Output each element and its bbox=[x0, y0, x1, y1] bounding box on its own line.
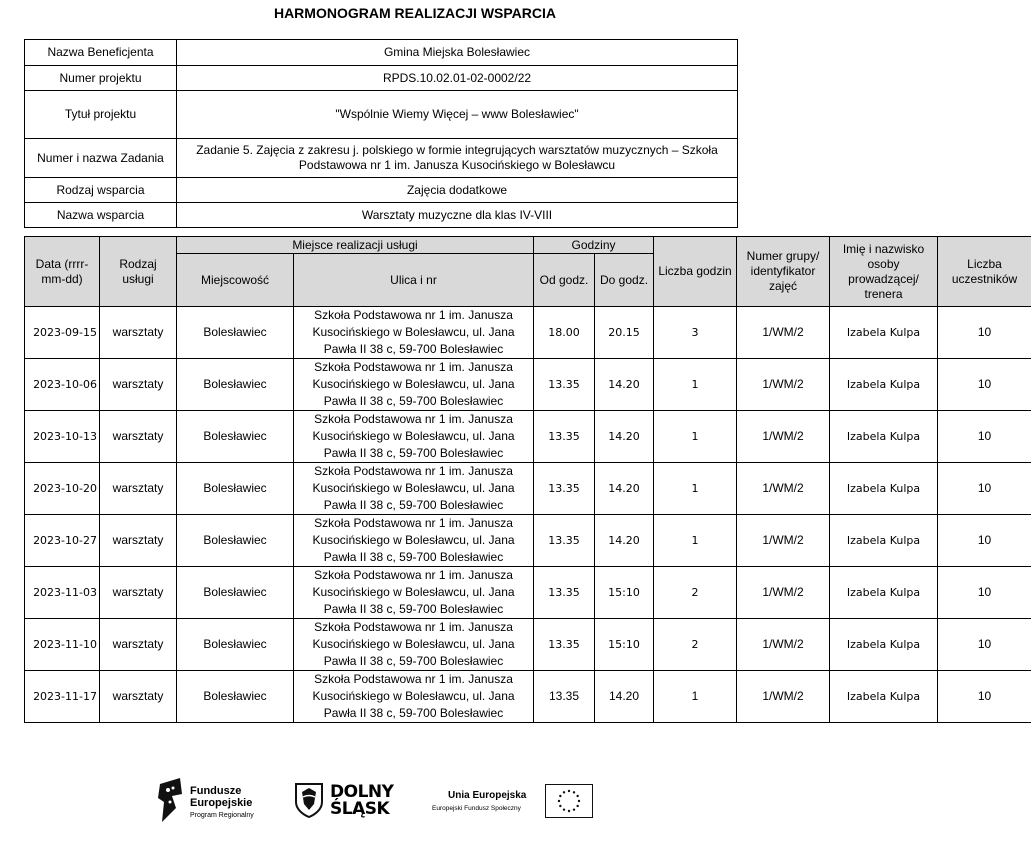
header-trainer: Imię i nazwisko osoby prowadzącej/ trenera bbox=[830, 237, 938, 307]
eu-star-icon bbox=[576, 795, 578, 797]
header-from: Od godz. bbox=[534, 254, 595, 307]
table-row bbox=[25, 671, 1031, 723]
type-cell: warsztaty bbox=[100, 411, 177, 463]
type-cell: warsztaty bbox=[100, 307, 177, 359]
participants-cell: 10 bbox=[938, 671, 1031, 723]
date-cell: 2023-10-13 bbox=[25, 411, 100, 463]
dolny-slask-logo bbox=[294, 782, 404, 822]
type-cell: warsztaty bbox=[100, 619, 177, 671]
group-cell: 1/WM/2 bbox=[737, 307, 830, 359]
date-cell: 2023-11-10 bbox=[25, 619, 100, 671]
header-city: Miejscowość bbox=[177, 254, 294, 307]
city-cell: Bolesławiec bbox=[177, 307, 294, 359]
ue-line1: Unia Europejska bbox=[448, 790, 527, 801]
table-row bbox=[25, 359, 1031, 411]
participants-cell: 10 bbox=[938, 567, 1031, 619]
eu-star-icon bbox=[573, 791, 575, 793]
eu-flag-icon bbox=[545, 784, 593, 818]
street-cell: Szkoła Podstawowa nr 1 im. Janusza Kusocińskiego w Bolesławcu, ul. Jana Pawła II 38 c, 59-700 Bolesławiec bbox=[294, 515, 534, 567]
city-cell: Bolesławiec bbox=[177, 515, 294, 567]
header-to: Do godz. bbox=[595, 254, 654, 307]
table-row bbox=[25, 463, 1031, 515]
participants-cell: 10 bbox=[938, 619, 1031, 671]
participants-cell: 10 bbox=[938, 411, 1031, 463]
header-participants: Liczba uczestników bbox=[938, 237, 1031, 307]
unia-europejska-logo bbox=[430, 784, 594, 820]
fe-line3: Program Regionalny bbox=[190, 812, 254, 819]
date-cell: 2023-10-27 bbox=[25, 515, 100, 567]
table-row bbox=[25, 567, 1031, 619]
trainer-cell: Izabela Kulpa bbox=[830, 619, 938, 671]
street-cell: Szkoła Podstawowa nr 1 im. Janusza Kusocińskiego w Bolesławcu, ul. Jana Pawła II 38 c, 59-700 Bolesławiec bbox=[294, 411, 534, 463]
participants-cell: 10 bbox=[938, 307, 1031, 359]
type-cell: warsztaty bbox=[100, 567, 177, 619]
from-cell: 18.00 bbox=[534, 307, 595, 359]
hours-cell: 1 bbox=[654, 671, 737, 723]
participants-cell: 10 bbox=[938, 359, 1031, 411]
info-label: Numer projektu bbox=[25, 66, 177, 91]
info-row bbox=[25, 40, 738, 66]
from-cell: 13.35 bbox=[534, 671, 595, 723]
eu-star-icon bbox=[563, 808, 565, 810]
participants-cell: 10 bbox=[938, 515, 1031, 567]
eu-star-icon bbox=[559, 795, 561, 797]
date-cell: 2023-10-06 bbox=[25, 359, 100, 411]
fundusze-europejskie-icon bbox=[158, 778, 184, 822]
info-value: Warsztaty muzyczne dla klas IV-VIII bbox=[177, 203, 738, 228]
to-cell: 14.20 bbox=[595, 515, 654, 567]
header-group-id: Numer grupy/ identyfikator zajęć bbox=[737, 237, 830, 307]
trainer-cell: Izabela Kulpa bbox=[830, 567, 938, 619]
to-cell: 15:10 bbox=[595, 567, 654, 619]
eu-star-icon bbox=[578, 800, 580, 802]
from-cell: 13.35 bbox=[534, 567, 595, 619]
type-cell: warsztaty bbox=[100, 515, 177, 567]
table-row bbox=[25, 619, 1031, 671]
eu-star-icon bbox=[568, 810, 570, 812]
info-row bbox=[25, 178, 738, 203]
info-value: "Wspólnie Wiemy Więcej – www Bolesławiec" bbox=[177, 91, 738, 139]
from-cell: 13.35 bbox=[534, 515, 595, 567]
eu-star-icon bbox=[573, 808, 575, 810]
page-title: HARMONOGRAM REALIZACJI WSPARCIA bbox=[273, 5, 557, 21]
info-label: Rodzaj wsparcia bbox=[25, 178, 177, 203]
trainer-cell: Izabela Kulpa bbox=[830, 463, 938, 515]
info-label: Tytuł projektu bbox=[25, 91, 177, 139]
street-cell: Szkoła Podstawowa nr 1 im. Janusza Kusocińskiego w Bolesławcu, ul. Jana Pawła II 38 c, 59-700 Bolesławiec bbox=[294, 671, 534, 723]
trainer-cell: Izabela Kulpa bbox=[830, 359, 938, 411]
ds-line1: DOLNY bbox=[330, 782, 394, 802]
to-cell: 15:10 bbox=[595, 619, 654, 671]
date-cell: 2023-09-15 bbox=[25, 307, 100, 359]
city-cell: Bolesławiec bbox=[177, 463, 294, 515]
table-row bbox=[25, 307, 1031, 359]
to-cell: 14.20 bbox=[595, 359, 654, 411]
group-cell: 1/WM/2 bbox=[737, 567, 830, 619]
info-value: Gmina Miejska Bolesławiec bbox=[177, 40, 738, 66]
from-cell: 13.35 bbox=[534, 359, 595, 411]
eu-star-icon bbox=[568, 790, 570, 792]
header-hours-count: Liczba godzin bbox=[654, 237, 737, 307]
group-cell: 1/WM/2 bbox=[737, 515, 830, 567]
header-date: Data (rrrr-mm-dd) bbox=[25, 237, 100, 307]
ue-line2: Europejski Fundusz Społeczny bbox=[432, 805, 521, 812]
header-street: Ulica i nr bbox=[294, 254, 534, 307]
eu-star-icon bbox=[576, 805, 578, 807]
hours-cell: 1 bbox=[654, 411, 737, 463]
from-cell: 13.35 bbox=[534, 619, 595, 671]
hours-cell: 1 bbox=[654, 463, 737, 515]
info-row bbox=[25, 139, 738, 178]
hours-cell: 3 bbox=[654, 307, 737, 359]
from-cell: 13.35 bbox=[534, 463, 595, 515]
hours-cell: 2 bbox=[654, 567, 737, 619]
type-cell: warsztaty bbox=[100, 359, 177, 411]
trainer-cell: Izabela Kulpa bbox=[830, 411, 938, 463]
street-cell: Szkoła Podstawowa nr 1 im. Janusza Kusocińskiego w Bolesławcu, ul. Jana Pawła II 38 c, 59-700 Bolesławiec bbox=[294, 307, 534, 359]
street-cell: Szkoła Podstawowa nr 1 im. Janusza Kusocińskiego w Bolesławcu, ul. Jana Pawła II 38 c, 59-700 Bolesławiec bbox=[294, 463, 534, 515]
eagle-shield-icon bbox=[294, 782, 324, 818]
table-row bbox=[25, 515, 1031, 567]
info-row bbox=[25, 66, 738, 91]
group-cell: 1/WM/2 bbox=[737, 463, 830, 515]
fundusze-europejskie-logo bbox=[158, 778, 268, 824]
header-type: Rodzaj usługi bbox=[100, 237, 177, 307]
info-label: Numer i nazwa Zadania bbox=[25, 139, 177, 178]
to-cell: 14.20 bbox=[595, 463, 654, 515]
street-cell: Szkoła Podstawowa nr 1 im. Janusza Kusocińskiego w Bolesławcu, ul. Jana Pawła II 38 c, 59-700 Bolesławiec bbox=[294, 359, 534, 411]
city-cell: Bolesławiec bbox=[177, 359, 294, 411]
fe-line2: Europejskie bbox=[190, 797, 253, 809]
ds-line2: ŚLĄSK bbox=[330, 799, 390, 819]
info-row bbox=[25, 203, 738, 228]
info-label: Nazwa wsparcia bbox=[25, 203, 177, 228]
info-value: Zadanie 5. Zajęcia z zakresu j. polskiego w formie integrujących warsztatów muzycznych – Szkoła Podstawowa nr 1 im. Janusza Kusocińskiego w Bolesławcu bbox=[177, 139, 738, 178]
city-cell: Bolesławiec bbox=[177, 619, 294, 671]
group-cell: 1/WM/2 bbox=[737, 359, 830, 411]
street-cell: Szkoła Podstawowa nr 1 im. Janusza Kusocińskiego w Bolesławcu, ul. Jana Pawła II 38 c, 59-700 Bolesławiec bbox=[294, 567, 534, 619]
schedule-body bbox=[25, 307, 1031, 723]
street-cell: Szkoła Podstawowa nr 1 im. Janusza Kusocińskiego w Bolesławcu, ul. Jana Pawła II 38 c, 59-700 Bolesławiec bbox=[294, 619, 534, 671]
eu-star-icon bbox=[563, 791, 565, 793]
city-cell: Bolesławiec bbox=[177, 411, 294, 463]
to-cell: 14.20 bbox=[595, 671, 654, 723]
table-row bbox=[25, 411, 1031, 463]
to-cell: 14.20 bbox=[595, 411, 654, 463]
type-cell: warsztaty bbox=[100, 671, 177, 723]
city-cell: Bolesławiec bbox=[177, 671, 294, 723]
type-cell: warsztaty bbox=[100, 463, 177, 515]
date-cell: 2023-11-17 bbox=[25, 671, 100, 723]
info-value: RPDS.10.02.01-02-0002/22 bbox=[177, 66, 738, 91]
project-info-table bbox=[24, 39, 738, 228]
hours-cell: 1 bbox=[654, 515, 737, 567]
eu-star-icon bbox=[559, 805, 561, 807]
city-cell: Bolesławiec bbox=[177, 567, 294, 619]
date-cell: 2023-10-20 bbox=[25, 463, 100, 515]
participants-cell: 10 bbox=[938, 463, 1031, 515]
header-place-group: Miejsce realizacji usługi bbox=[177, 237, 534, 254]
eu-star-icon bbox=[558, 800, 560, 802]
schedule-table bbox=[24, 236, 1031, 723]
info-row bbox=[25, 91, 738, 139]
group-cell: 1/WM/2 bbox=[737, 671, 830, 723]
hours-cell: 1 bbox=[654, 359, 737, 411]
to-cell: 20.15 bbox=[595, 307, 654, 359]
info-value: Zajęcia dodatkowe bbox=[177, 178, 738, 203]
info-label: Nazwa Beneficjenta bbox=[25, 40, 177, 66]
trainer-cell: Izabela Kulpa bbox=[830, 671, 938, 723]
footer-logos bbox=[0, 770, 1031, 830]
header-hours-group: Godziny bbox=[534, 237, 654, 254]
fe-line1: Fundusze bbox=[190, 785, 242, 797]
trainer-cell: Izabela Kulpa bbox=[830, 307, 938, 359]
group-cell: 1/WM/2 bbox=[737, 619, 830, 671]
date-cell: 2023-11-03 bbox=[25, 567, 100, 619]
group-cell: 1/WM/2 bbox=[737, 411, 830, 463]
from-cell: 13.35 bbox=[534, 411, 595, 463]
trainer-cell: Izabela Kulpa bbox=[830, 515, 938, 567]
hours-cell: 2 bbox=[654, 619, 737, 671]
